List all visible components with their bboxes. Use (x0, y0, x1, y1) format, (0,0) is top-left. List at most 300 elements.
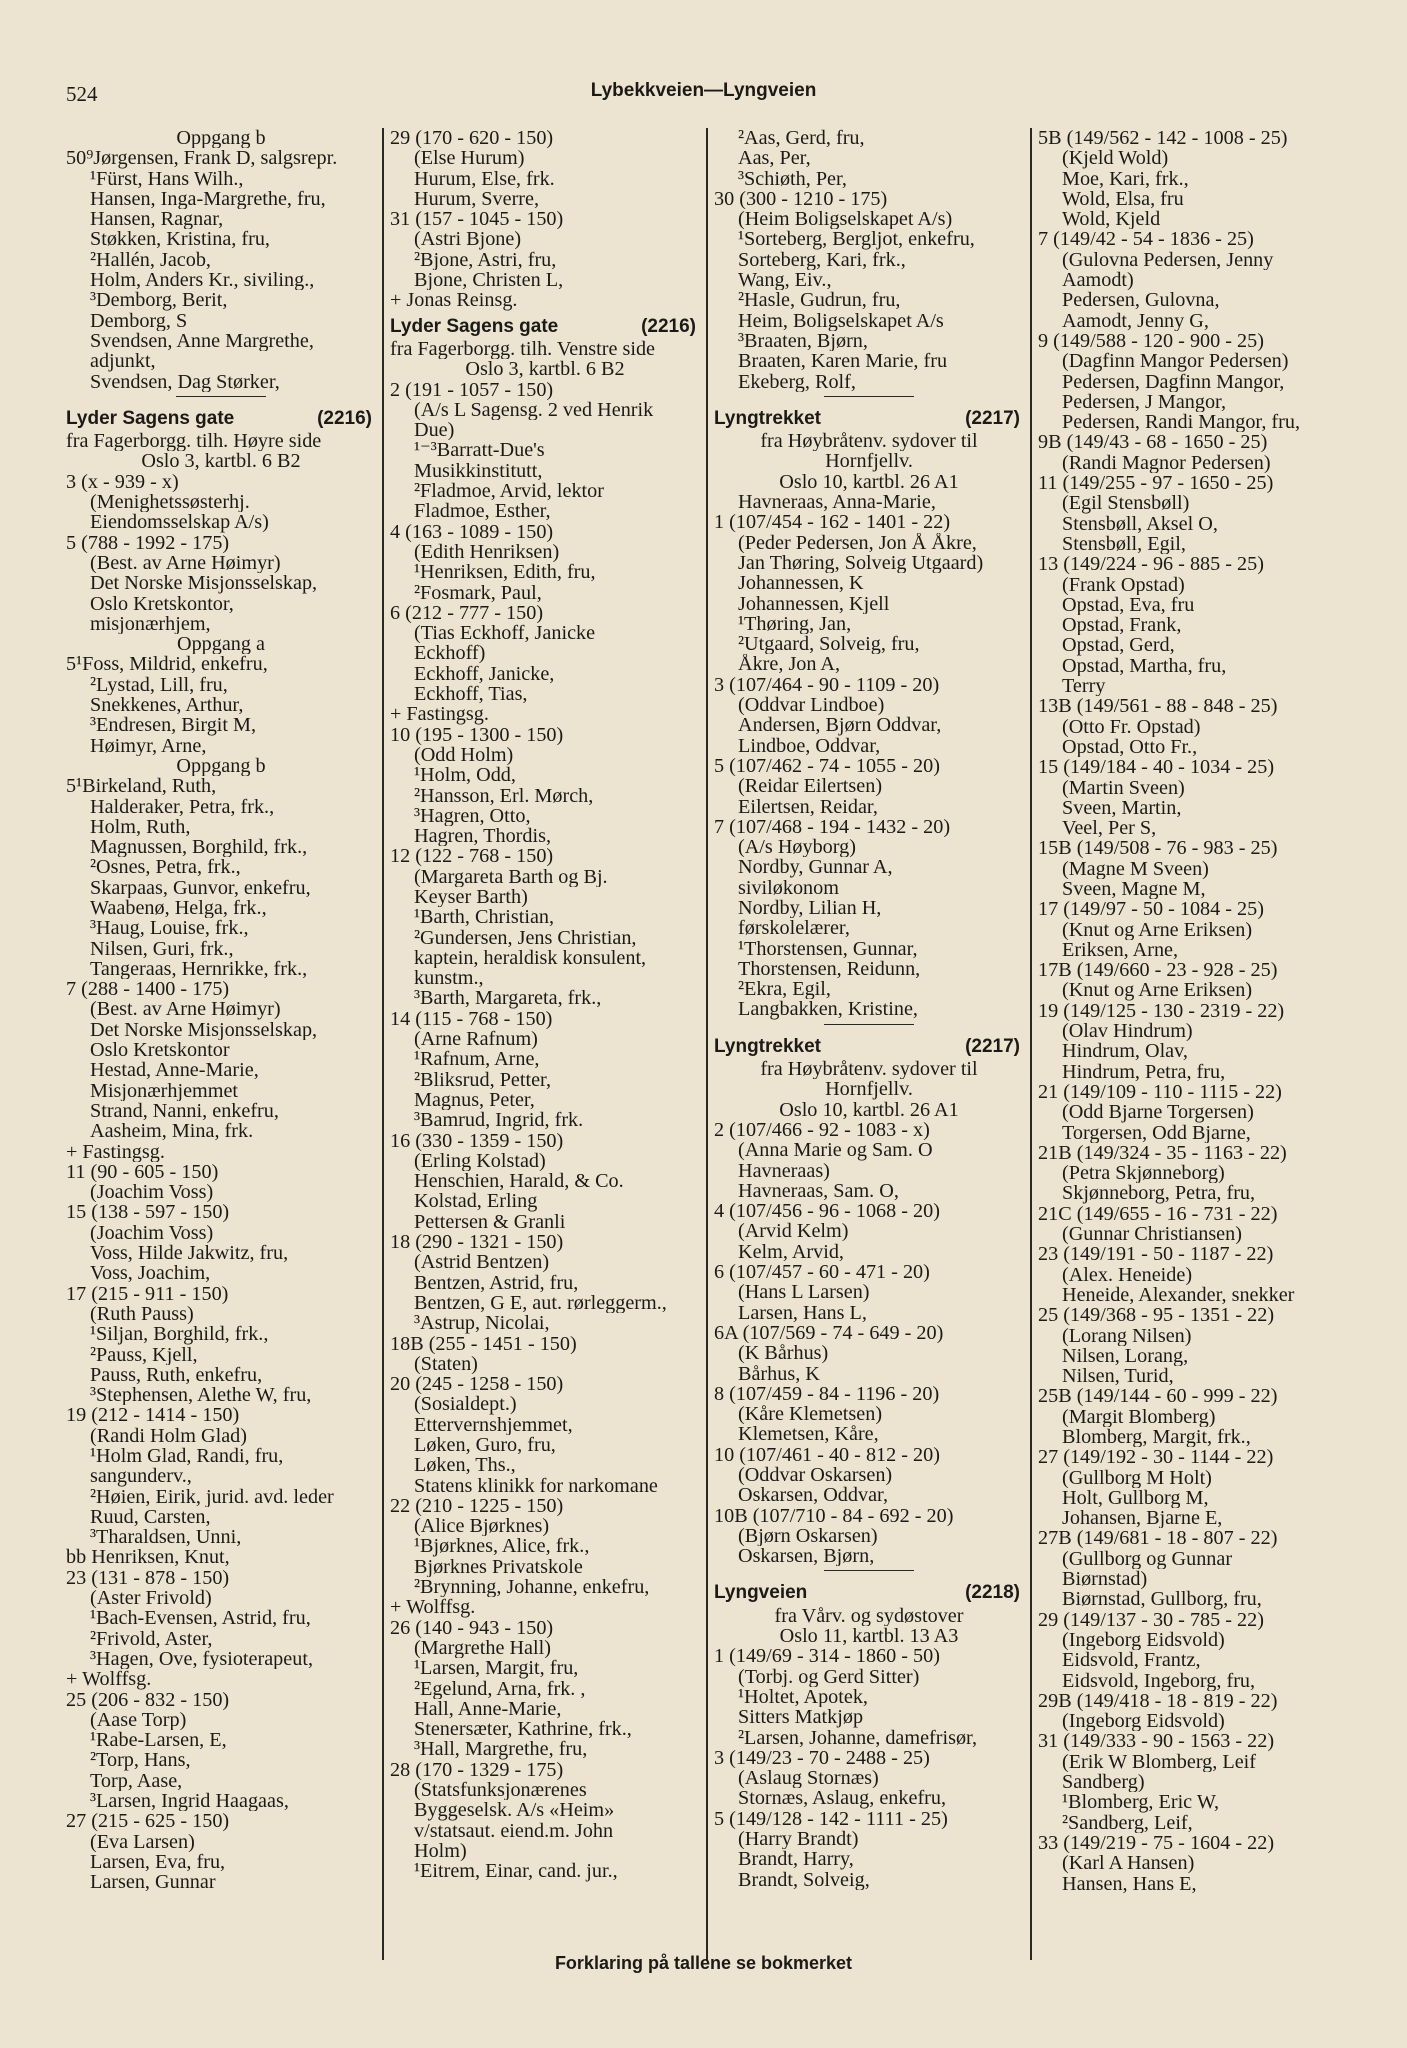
directory-entry: Torgersen, Odd Bjarne, (1062, 1122, 1251, 1143)
directory-entry: (Bjørn Oskarsen) (738, 1525, 878, 1547)
directory-entry: Hestad, Anne-Marie, (90, 1060, 259, 1081)
directory-entry: Eckhoff, Janicke, (414, 663, 555, 685)
directory-entry: ¹Rafnum, Arne, (414, 1049, 540, 1070)
directory-entry: (Ruth Pauss) (90, 1303, 194, 1325)
directory-entry: Larsen, Hans L, (738, 1302, 867, 1323)
directory-entry: fra Fagerborgg. tilh. Høyre side (66, 431, 322, 452)
directory-entry: 27B (149/681 - 18 - 807 - 22) (1038, 1528, 1278, 1549)
street-code: (2216) (641, 315, 696, 337)
directory-entry: ²Pauss, Kjell, (90, 1344, 198, 1365)
directory-entry: 2 (191 - 1057 - 150) (390, 379, 554, 400)
directory-entry: (Hans L Larsen) (738, 1282, 870, 1303)
directory-entry: Svendsen, Dag Størker, (90, 371, 280, 392)
directory-entry: (Best. av Arne Høimyr) (90, 999, 281, 1020)
directory-entry: Langbakken, Kristine, (738, 999, 918, 1020)
directory-entry: Holm) (414, 1840, 467, 1862)
directory-entry: Sorteberg, Kari, frk., (738, 249, 906, 271)
directory-entry: (A/s Høyborg) (738, 837, 856, 858)
directory-entry: Opstad, Otto Fr., (1062, 736, 1198, 758)
directory-entry: Biørnstad, Gullborg, fru, (1062, 1589, 1262, 1610)
directory-entry: ¹Holm Glad, Randi, fru, (90, 1446, 284, 1467)
street-code: (2217) (965, 1035, 1020, 1057)
directory-entry: ²Larsen, Johanne, damefrisør, (738, 1727, 977, 1748)
directory-entry: 4 (107/456 - 96 - 1068 - 20) (714, 1201, 940, 1222)
directory-entry: Nordby, Lilian H, (738, 897, 882, 919)
directory-entry: Voss, Hilde Jakwitz, fru, (90, 1243, 289, 1264)
directory-entry: ³Hagen, Ove, fysioterapeut, (90, 1648, 313, 1670)
directory-entry: bb Henriksen, Knut, (66, 1547, 230, 1568)
directory-entry: (Torbj. og Gerd Sitter) (738, 1666, 920, 1687)
directory-entry: Ruud, Carsten, (90, 1506, 211, 1528)
directory-entry: ²Osnes, Petra, frk., (90, 857, 241, 878)
directory-entry: 15 (149/184 - 40 - 1034 - 25) (1038, 757, 1275, 778)
directory-entry: Løken, Guro, fru, (414, 1435, 556, 1456)
column-divider (382, 128, 384, 1960)
directory-entry: ³Endresen, Birgit M, (90, 715, 257, 736)
page-number: 524 (66, 82, 98, 106)
street-heading (390, 311, 700, 339)
directory-entry: ¹⁻³Barratt-Due's (414, 440, 545, 461)
directory-entry: ¹Thøring, Jan, (738, 613, 852, 635)
directory-entry: + Wolffsg. (66, 1669, 152, 1690)
directory-entry: ²Ekra, Egil, (738, 979, 831, 1000)
directory-entry: Bjørknes Privatskole (414, 1556, 583, 1578)
directory-entry: v/statsaut. eiend.m. John (414, 1820, 614, 1841)
directory-entry: Stornæs, Aslaug, enkefru, (738, 1788, 947, 1809)
directory-entry: 50⁹Jørgensen, Frank D, salgsrepr. (66, 148, 338, 169)
directory-entry: Sveen, Magne M, (1062, 878, 1206, 900)
directory-entry: ¹Holtet, Apotek, (738, 1686, 868, 1708)
directory-entry: Moe, Kari, frk., (1062, 168, 1189, 189)
directory-entry: Bentzen, Astrid, fru, (414, 1272, 579, 1293)
directory-entry: (Olav Hindrum) (1062, 1021, 1193, 1042)
directory-entry: 19 (212 - 1414 - 150) (66, 1405, 240, 1426)
directory-entry: ³Tharaldsen, Unni, (90, 1527, 242, 1548)
directory-entry: 29B (149/418 - 18 - 819 - 22) (1038, 1690, 1278, 1712)
directory-entry: ²Utgaard, Solveig, fru, (738, 634, 920, 655)
directory-entry: (Staten) (414, 1353, 478, 1375)
directory-entry: 31 (149/333 - 90 - 1563 - 22) (1038, 1731, 1275, 1752)
section-separator (824, 1024, 914, 1025)
column-3 (714, 128, 1024, 1890)
directory-entry: (Kjeld Wold) (1062, 148, 1169, 169)
directory-entry: ²Hallén, Jacob, (90, 249, 211, 271)
directory-entry: ²Frivold, Aster, (90, 1628, 213, 1649)
directory-entry: Opstad, Frank, (1062, 615, 1182, 636)
directory-entry: Kolstad, Erling (414, 1191, 538, 1212)
footer-note: Forklaring på tallene se bokmerket (554, 1953, 853, 1973)
directory-entry: ²Høien, Eirik, jurid. avd. leder (90, 1486, 334, 1507)
directory-entry: Henschien, Harald, & Co. (414, 1171, 624, 1192)
directory-entry: (Gullborg og Gunnar (1062, 1548, 1233, 1570)
directory-entry: 23 (131 - 878 - 150) (66, 1567, 230, 1589)
directory-entry: Kelm, Arvid, (738, 1241, 844, 1263)
directory-entry: Magnussen, Borghild, frk., (90, 837, 308, 858)
directory-entry: Det Norske Misjonsselskap, (90, 573, 318, 594)
directory-entry: Eckhoff, Tias, (414, 684, 528, 705)
directory-entry: Musikkinstitutt, (414, 460, 543, 482)
directory-entry: Hindrum, Petra, fru, (1062, 1061, 1226, 1082)
directory-entry: ¹Henriksen, Edith, fru, (414, 562, 596, 583)
directory-entry: ³Haug, Louise, frk., (90, 918, 249, 939)
directory-entry: 21 (149/109 - 110 - 1115 - 22) (1038, 1081, 1282, 1103)
directory-entry: (A/s L Sagensg. 2 ved Henrik (414, 399, 654, 421)
running-head: Lybekkveien—Lyngveien (590, 80, 817, 101)
directory-entry: Snekkenes, Arthur, (90, 695, 244, 716)
directory-entry: Havneraas, Sam. O, (738, 1180, 899, 1202)
directory-entry: (Aster Frivold) (90, 1588, 212, 1609)
directory-entry: Halderaker, Petra, frk., (90, 796, 275, 817)
directory-entry: Biørnstad) (1062, 1569, 1148, 1590)
directory-entry: Hindrum, Olav, (1062, 1041, 1188, 1062)
directory-entry: 25 (149/368 - 95 - 1351 - 22) (1038, 1305, 1275, 1326)
directory-entry: Due) (414, 420, 455, 441)
directory-entry: ³Astrup, Nicolai, (414, 1313, 550, 1334)
section-separator (176, 396, 266, 397)
directory-entry: (Otto Fr. Opstad) (1062, 716, 1201, 737)
directory-entry: 15 (138 - 597 - 150) (66, 1202, 230, 1223)
directory-entry: (Lorang Nilsen) (1062, 1325, 1192, 1346)
directory-entry: (Alex. Heneide) (1062, 1264, 1193, 1285)
directory-entry: (Oddvar Oskarsen) (738, 1465, 893, 1486)
directory-entry: (Erik W Blomberg, Leif (1062, 1751, 1256, 1773)
directory-entry: ²Aas, Gerd, fru, (738, 128, 865, 149)
directory-entry: Hurum, Else, frk. (414, 168, 555, 189)
directory-entry: ¹Thorstensen, Gunnar, (738, 938, 918, 959)
directory-entry: 17 (149/97 - 50 - 1084 - 25) (1038, 899, 1264, 920)
directory-entry: Bjone, Christen L, (414, 270, 564, 291)
directory-entry: ¹Bach-Evensen, Astrid, fru, (90, 1608, 311, 1629)
directory-entry: (Harry Brandt) (738, 1829, 859, 1850)
street-name: Lyngveien (714, 1582, 808, 1604)
directory-entry: 6 (212 - 777 - 150) (390, 602, 544, 624)
directory-entry: ¹Rabe-Larsen, E, (90, 1730, 227, 1751)
column-2 (390, 128, 700, 1882)
directory-entry: Demborg, S (90, 310, 188, 331)
directory-entry: (Odd Bjarne Torgersen) (1062, 1102, 1254, 1123)
directory-entry: Braaten, Karen Marie, fru (738, 351, 948, 372)
directory-entry: ²Bjone, Astri, fru, (414, 249, 557, 271)
directory-entry: (Magne M Sveen) (1062, 858, 1209, 879)
section-separator (824, 1570, 914, 1571)
directory-entry: Statens klinikk for narkomane (414, 1475, 658, 1496)
directory-entry: ¹Fürst, Hans Wilh., (90, 168, 244, 189)
directory-entry: Nilsen, Turid, (1062, 1366, 1174, 1387)
directory-entry: 11 (149/255 - 97 - 1650 - 25) (1038, 473, 1274, 494)
directory-entry: Havneraas) (738, 1160, 830, 1181)
directory-entry: (Frank Opstad) (1062, 574, 1185, 595)
directory-entry: Aasheim, Mina, frk. (90, 1121, 254, 1142)
directory-subheading: fra Vårv. og sydøstover (774, 1605, 964, 1627)
directory-entry: (Sosialdept.) (414, 1394, 517, 1415)
directory-entry: Andersen, Bjørn Oddvar, (738, 715, 942, 736)
directory-entry: 5¹Birkeland, Ruth, (66, 776, 217, 797)
directory-entry: Terry (1062, 676, 1106, 697)
directory-entry: Holt, Gullborg M, (1062, 1487, 1209, 1509)
directory-entry: Bentzen, G E, aut. rørleggerm., (414, 1292, 667, 1314)
directory-entry: Pauss, Ruth, enkefru, (90, 1364, 263, 1386)
directory-entry: ³Demborg, Berit, (90, 290, 228, 311)
directory-entry: Wang, Eiv., (738, 270, 832, 291)
directory-entry: 6A (107/569 - 74 - 649 - 20) (714, 1322, 944, 1344)
directory-entry: (Arne Rafnum) (414, 1029, 538, 1050)
directory-entry: (Gunnar Christiansen) (1062, 1224, 1242, 1245)
directory-entry: 15B (149/508 - 76 - 983 - 25) (1038, 838, 1278, 859)
directory-entry: ³Schiøth, Per, (738, 168, 847, 189)
directory-subheading: fra Høybråtenv. sydover til (760, 1059, 978, 1080)
directory-entry: Holm, Ruth, (90, 816, 191, 838)
directory-entry: ³Larsen, Ingrid Haagaas, (90, 1791, 289, 1812)
directory-entry: Havneraas, Anna-Marie, (738, 492, 936, 513)
directory-entry: Det Norske Misjonsselskap, (90, 1019, 318, 1041)
directory-entry: Oskarsen, Oddvar, (738, 1485, 888, 1506)
directory-entry: Misjonærhjemmet (90, 1080, 239, 1101)
directory-entry: siviløkonom (738, 877, 839, 898)
directory-entry: Stenersæter, Kathrine, frk., (414, 1719, 632, 1740)
directory-entry: ¹Blomberg, Eric W, (1062, 1792, 1220, 1813)
street-code: (2218) (965, 1582, 1020, 1604)
directory-entry: Opstad, Eva, fru (1062, 594, 1195, 616)
directory-entry: Skarpaas, Gunvor, enkefru, (90, 877, 311, 898)
directory-entry: (Margareta Barth og Bj. (414, 866, 608, 887)
directory-entry: Voss, Joachim, (90, 1263, 211, 1284)
section-separator (824, 396, 914, 397)
directory-entry: ²Sandberg, Leif, (1062, 1812, 1193, 1833)
directory-entry: 7 (107/468 - 194 - 1432 - 20) (714, 816, 951, 838)
directory-entry: (Knut og Arne Eriksen) (1062, 980, 1253, 1001)
directory-entry: Tangeraas, Hernrikke, frk., (90, 958, 308, 980)
directory-entry: Brandt, Solveig, (738, 1869, 870, 1890)
directory-entry: (Petra Skjønneborg) (1062, 1163, 1225, 1184)
directory-entry: 4 (163 - 1089 - 150) (390, 521, 554, 542)
directory-entry: Stensbøll, Aksel O, (1062, 513, 1218, 534)
directory-entry: Nilsen, Guri, frk., (90, 938, 234, 959)
directory-entry: 5 (788 - 1992 - 175) (66, 532, 230, 553)
street-name: Lyngtrekket (714, 1035, 821, 1057)
directory-entry: Veel, Per S, (1062, 818, 1157, 839)
directory-subheading: fra Høybråtenv. sydover til (760, 431, 978, 452)
directory-entry: Larsen, Eva, fru, (90, 1851, 226, 1873)
directory-entry: (Else Hurum) (414, 148, 525, 169)
directory-entry: misjonærhjem, (90, 613, 211, 635)
directory-entry: (Reidar Eilertsen) (738, 776, 883, 797)
directory-entry: (Knut og Arne Eriksen) (1062, 919, 1253, 940)
directory-entry: (K Bårhus) (738, 1343, 829, 1364)
directory-entry: ²Hansson, Erl. Mørch, (414, 785, 594, 806)
directory-entry: Eiendomsselskap A/s) (90, 512, 269, 533)
directory-entry: (Erling Kolstad) (414, 1150, 546, 1172)
directory-entry: Magnus, Peter, (414, 1089, 535, 1111)
directory-subheading: Oslo 3, kartbl. 6 B2 (465, 359, 625, 380)
directory-entry: ³Hall, Margrethe, fru, (414, 1739, 588, 1760)
directory-entry: 12 (122 - 768 - 150) (390, 846, 554, 867)
directory-entry: Heim, Boligselskapet A/s (738, 310, 944, 331)
directory-entry: Opstad, Martha, fru, (1062, 655, 1227, 677)
directory-entry: 5 (149/128 - 142 - 1111 - 25) (714, 1808, 948, 1830)
directory-entry: ³Barth, Margareta, frk., (414, 988, 602, 1009)
directory-entry: Eilertsen, Reidar, (738, 796, 878, 817)
directory-entry: Hagren, Thordis, (414, 826, 551, 847)
directory-entry: 2 (107/466 - 92 - 1083 - x) (714, 1119, 930, 1141)
street-code: (2217) (965, 407, 1020, 429)
directory-entry: (Joachim Voss) (90, 1222, 214, 1244)
directory-entry: ¹Holm, Odd, (414, 765, 516, 786)
directory-entry: adjunkt, (90, 351, 156, 372)
directory-entry: 29 (149/137 - 30 - 785 - 22) (1038, 1609, 1264, 1630)
directory-entry: (Statsfunksjonærenes (414, 1780, 587, 1801)
directory-entry: Sveen, Martin, (1062, 797, 1182, 819)
directory-entry: ¹Eitrem, Einar, cand. jur., (414, 1861, 618, 1882)
directory-entry: Løken, Ths., (414, 1455, 516, 1476)
directory-entry: Lindboe, Oddvar, (738, 735, 881, 756)
directory-entry: ¹Barth, Christian, (414, 907, 555, 928)
directory-entry: 27 (215 - 625 - 150) (66, 1811, 230, 1832)
directory-entry: ²Hasle, Gudrun, fru, (738, 290, 901, 311)
directory-entry: ¹Larsen, Margit, fru, (414, 1658, 579, 1679)
directory-subheading: Oppgang b (176, 128, 266, 149)
directory-entry: ³Bamrud, Ingrid, frk. (414, 1110, 584, 1131)
directory-entry: 14 (115 - 768 - 150) (390, 1008, 553, 1030)
directory-entry: ¹Sorteberg, Bergljot, enkefru, (738, 229, 975, 250)
directory-entry: Høimyr, Arne, (90, 735, 207, 756)
directory-entry: (Oddvar Lindboe) (738, 695, 885, 716)
column-4 (1038, 128, 1348, 1894)
directory-entry: (Randi Magnor Pedersen) (1062, 452, 1271, 474)
directory-entry: Hansen, Hans E, (1062, 1873, 1197, 1894)
directory-entry: Åkre, Jon A, (738, 654, 841, 675)
directory-entry: kaptein, heraldisk konsulent, (414, 947, 647, 969)
directory-entry: Strand, Nanni, enkefru, (90, 1100, 279, 1122)
directory-subheading: Oslo 10, kartbl. 26 A1 (779, 471, 959, 493)
directory-entry: (Gullborg M Holt) (1062, 1467, 1212, 1488)
directory-entry: ³Stephensen, Alethe W, fru, (90, 1385, 312, 1406)
directory-entry: Keyser Barth) (414, 886, 528, 908)
directory-entry: Johannessen, Kjell (738, 593, 890, 614)
directory-entry: (Aslaug Stornæs) (738, 1768, 879, 1789)
street-heading (714, 1577, 1024, 1605)
directory-entry: 31 (157 - 1045 - 150) (390, 209, 564, 230)
street-name: Lyder Sagens gate (390, 315, 559, 337)
directory-entry: Hansen, Inga-Margrethe, fru, (90, 188, 326, 210)
directory-entry: Pedersen, Randi Mangor, fru, (1062, 412, 1301, 433)
directory-entry: Eidsvold, Frantz, (1062, 1650, 1201, 1671)
directory-entry: Hansen, Ragnar, (90, 209, 224, 230)
directory-entry: Byggeselsk. A/s «Heim» (414, 1800, 615, 1821)
directory-entry: 11 (90 - 605 - 150) (66, 1161, 219, 1183)
directory-entry: 13 (149/224 - 96 - 885 - 25) (1038, 554, 1264, 575)
directory-entry: 1 (107/454 - 162 - 1401 - 22) (714, 512, 951, 533)
directory-entry: 9B (149/43 - 68 - 1650 - 25) (1038, 432, 1268, 453)
directory-entry: Nilsen, Lorang, (1062, 1345, 1189, 1367)
column-divider (706, 128, 708, 1960)
directory-entry: 21B (149/324 - 35 - 1163 - 22) (1038, 1142, 1287, 1164)
directory-entry: 22 (210 - 1225 - 150) (390, 1495, 564, 1517)
directory-entry: 5 (107/462 - 74 - 1055 - 20) (714, 755, 940, 777)
directory-entry: ³Hagren, Otto, (414, 805, 531, 827)
directory-entry: ²Torp, Hans, (90, 1750, 191, 1771)
directory-entry: 27 (149/192 - 30 - 1144 - 22) (1038, 1447, 1274, 1468)
directory-entry: 18B (255 - 1451 - 150) (390, 1333, 577, 1354)
directory-entry: ¹Siljan, Borghild, frk., (90, 1324, 269, 1345)
directory-subheading: Oslo 10, kartbl. 26 A1 (779, 1099, 959, 1120)
directory-entry: Fladmoe, Esther, (414, 501, 551, 522)
directory-subheading: Oslo 11, kartbl. 13 A3 (779, 1626, 959, 1647)
street-code: (2216) (317, 407, 372, 429)
directory-entry: Ekeberg, Rolf, (738, 371, 856, 392)
directory-entry: sangunderv., (90, 1466, 192, 1487)
directory-entry: (Peder Pedersen, Jon Å Åkre, (738, 532, 977, 553)
street-heading (714, 403, 1024, 431)
directory-entry: Aamodt, Jenny G, (1062, 310, 1209, 331)
directory-entry: (Karl A Hansen) (1062, 1853, 1195, 1874)
directory-entry: 3 (107/464 - 90 - 1109 - 20) (714, 674, 940, 696)
directory-entry: (Anna Marie og Sam. O (738, 1140, 933, 1161)
directory-entry: 5¹Foss, Mildrid, enkefru, (66, 654, 268, 675)
directory-entry: ²Brynning, Johanne, enkefru, (414, 1577, 650, 1598)
directory-entry: Sitters Matkjøp (738, 1707, 864, 1728)
directory-entry: Eidsvold, Ingeborg, fru, (1062, 1670, 1256, 1691)
column-divider (1030, 128, 1032, 1960)
directory-entry: (Edith Henriksen) (414, 541, 560, 563)
directory-entry: (Gulovna Pedersen, Jenny (1062, 249, 1274, 271)
directory-entry: 33 (149/219 - 75 - 1604 - 22) (1038, 1832, 1275, 1854)
directory-entry: 3 (x - 939 - x) (66, 471, 179, 493)
directory-entry: (Astri Bjone) (414, 229, 522, 250)
directory-entry: 3 (149/23 - 70 - 2488 - 25) (714, 1747, 930, 1769)
directory-entry: 9 (149/588 - 120 - 900 - 25) (1038, 330, 1264, 352)
directory-entry: Aamodt) (1062, 270, 1134, 291)
directory-entry: (Martin Sveen) (1062, 777, 1185, 798)
directory-entry: ²Bliksrud, Petter, (414, 1069, 552, 1090)
directory-entry: Skjønneborg, Petra, fru, (1062, 1183, 1256, 1204)
directory-entry: ²Lystad, Lill, fru, (90, 674, 228, 696)
directory-entry: Pettersen & Granli (414, 1211, 566, 1233)
directory-entry: Hurum, Sverre, (414, 188, 540, 210)
directory-entry: Larsen, Gunnar (90, 1872, 216, 1893)
directory-entry: fra Fagerborgg. tilh. Venstre side (390, 338, 655, 360)
directory-entry: Holm, Anders Kr., siviling., (90, 270, 315, 291)
directory-entry: ²Egelund, Arna, frk. , (414, 1678, 586, 1699)
directory-entry: 17B (149/660 - 23 - 928 - 25) (1038, 960, 1278, 981)
directory-entry: Nordby, Gunnar A, (738, 857, 893, 878)
directory-entry: 26 (140 - 943 - 150) (390, 1617, 554, 1638)
directory-entry: Oskarsen, Bjørn, (738, 1546, 875, 1567)
directory-entry: Klemetsen, Kåre, (738, 1424, 879, 1445)
directory-entry: (Randi Holm Glad) (90, 1425, 247, 1446)
directory-subheading: Oppgang a (176, 634, 265, 655)
street-name: Lyngtrekket (714, 407, 821, 429)
directory-entry: (Joachim Voss) (90, 1182, 214, 1203)
directory-subheading: Hornfjellv. (825, 1079, 913, 1100)
directory-entry: 13B (149/561 - 88 - 848 - 25) (1038, 696, 1278, 717)
directory-entry: (Tias Eckhoff, Janicke (414, 623, 596, 644)
directory-entry: (Eva Larsen) (90, 1831, 195, 1852)
directory-entry: (Dagfinn Mangor Pedersen) (1062, 351, 1289, 372)
directory-entry: kunstm., (414, 968, 484, 989)
directory-entry: Thorstensen, Reidunn, (738, 958, 921, 980)
directory-entry: Torp, Aase, (90, 1770, 183, 1792)
directory-entry: Opstad, Gerd, (1062, 635, 1175, 656)
directory-entry: 25B (149/144 - 60 - 999 - 22) (1038, 1386, 1278, 1407)
directory-entry: Svendsen, Anne Margrethe, (90, 330, 314, 352)
directory-entry: Heneide, Alexander, snekker (1062, 1284, 1295, 1306)
directory-entry: Hall, Anne-Marie, (414, 1698, 562, 1720)
directory-entry: 10B (107/710 - 84 - 692 - 20) (714, 1505, 954, 1526)
directory-entry: 16 (330 - 1359 - 150) (390, 1130, 564, 1151)
street-heading (714, 1031, 1024, 1059)
directory-entry: Wold, Kjeld (1062, 209, 1161, 230)
directory-entry: (Arvid Kelm) (738, 1221, 849, 1242)
